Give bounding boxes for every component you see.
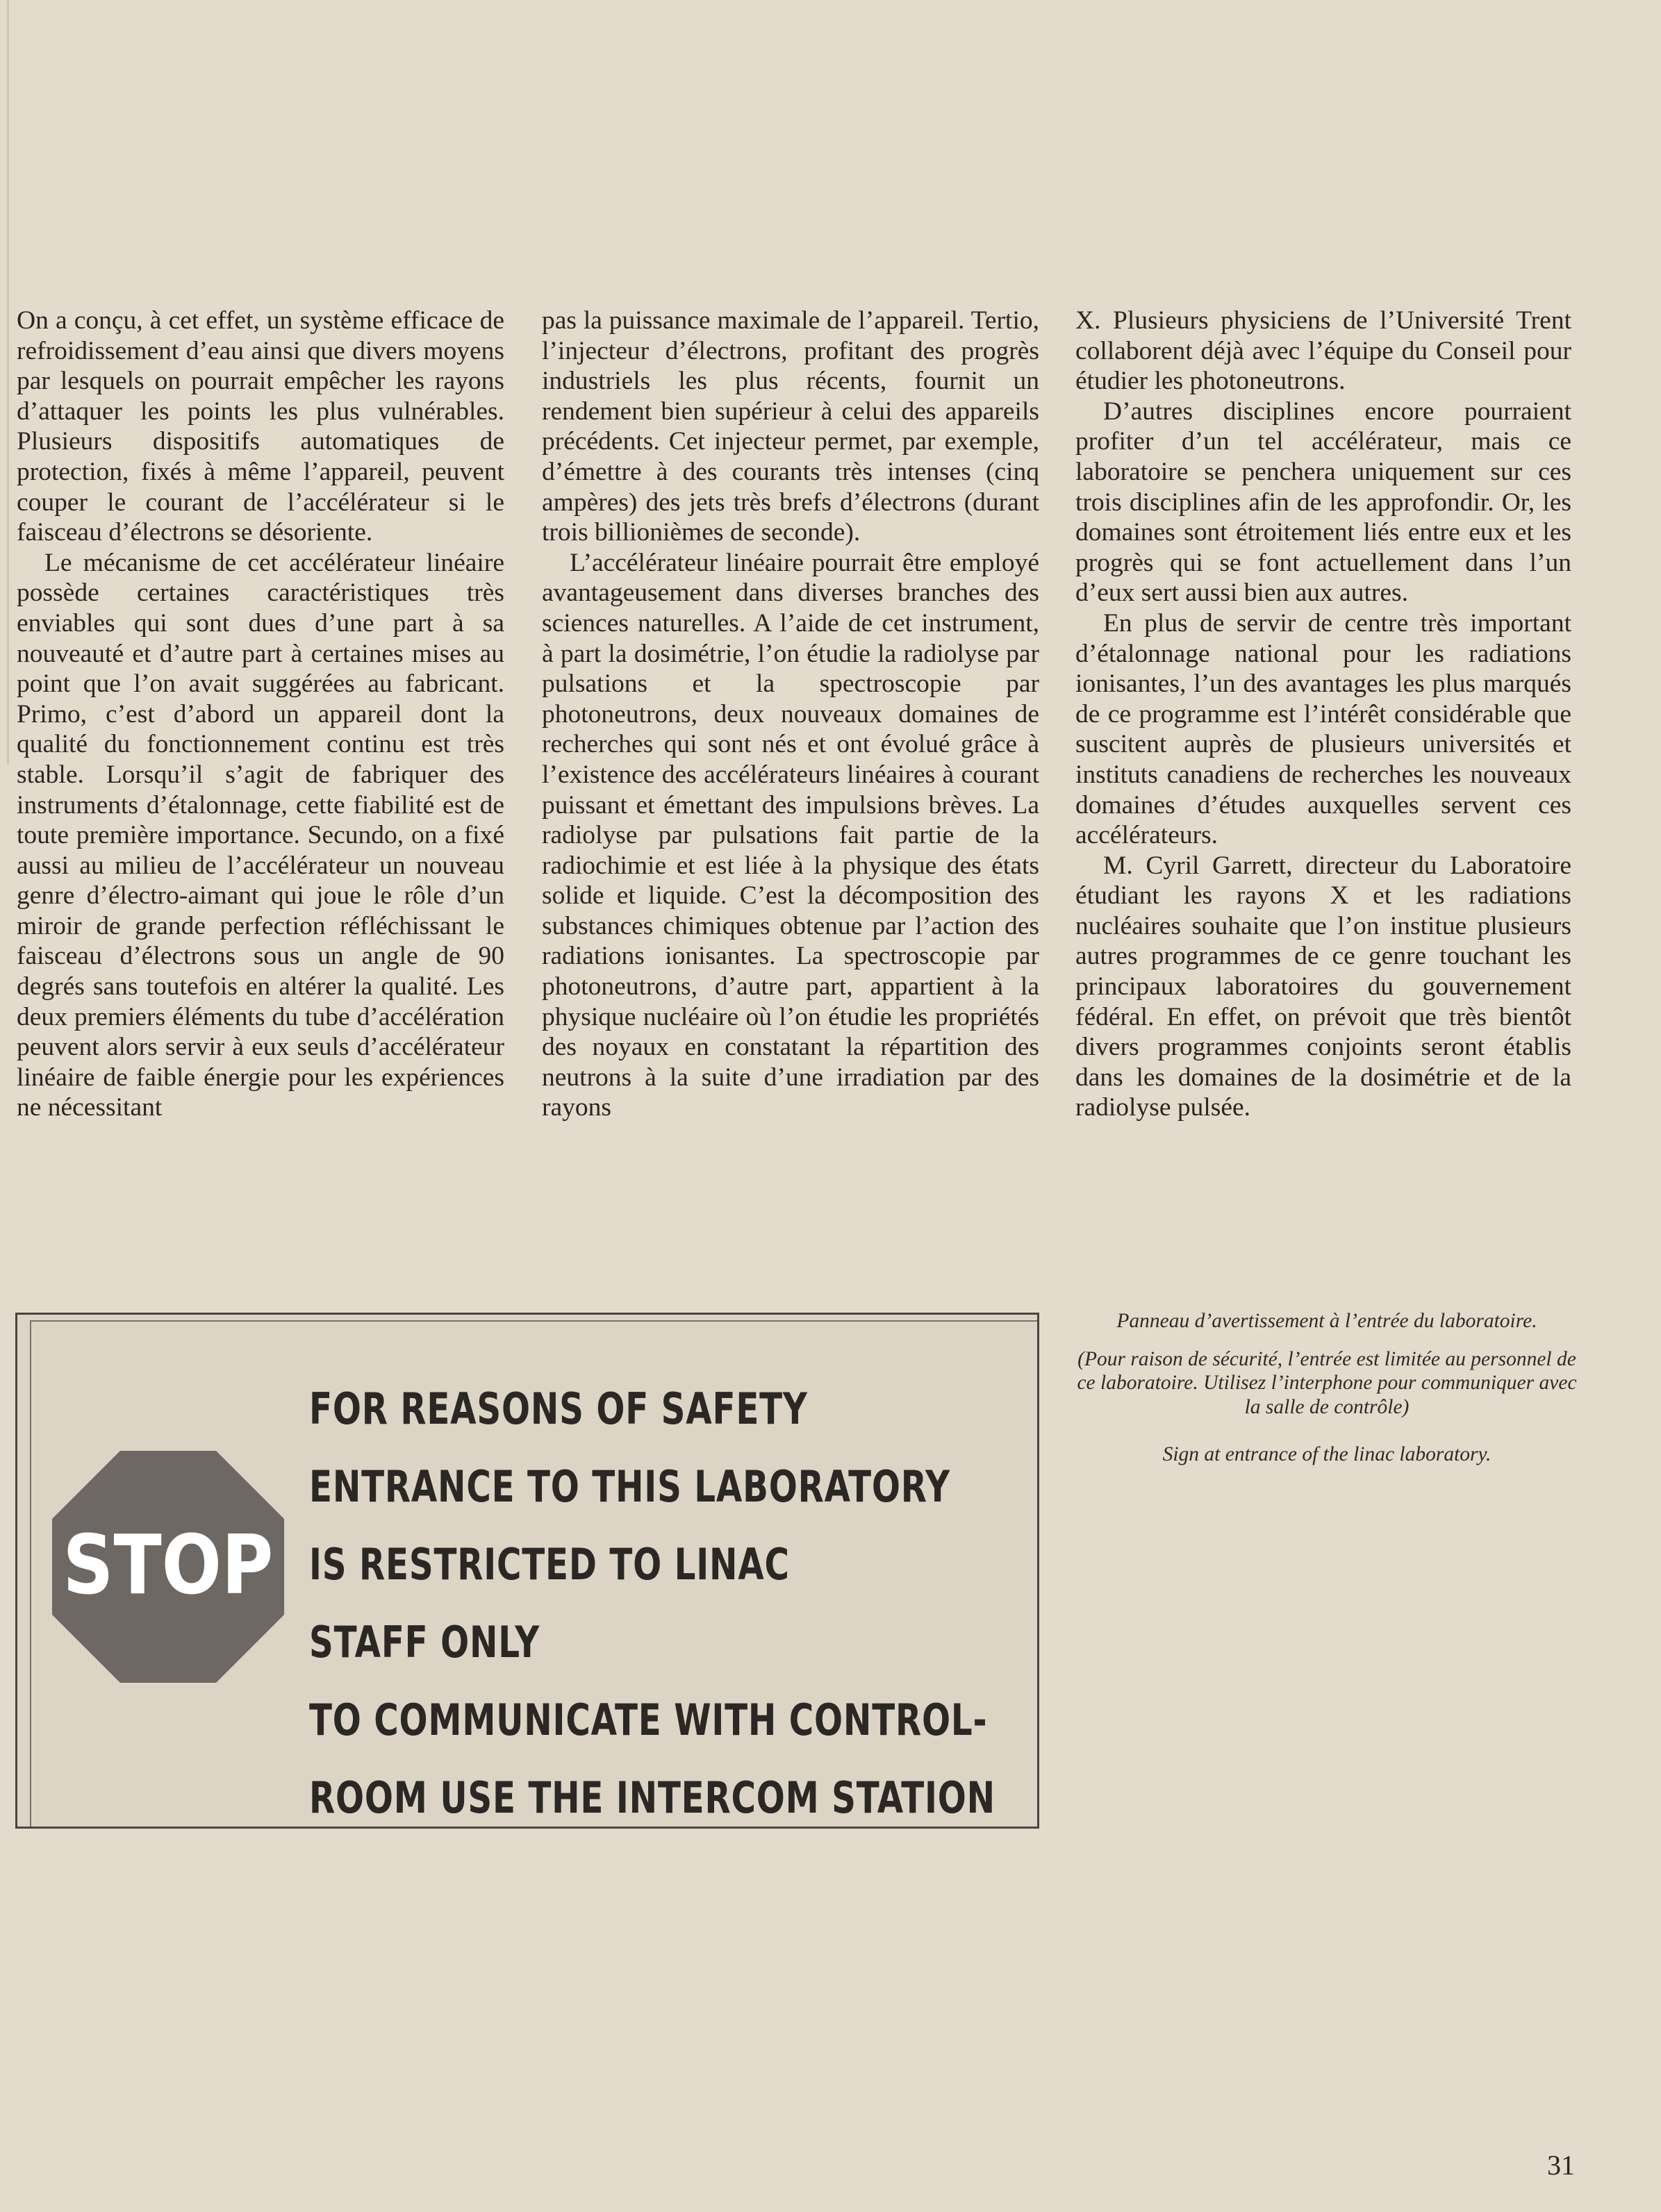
warning-sign-photo	[15, 1313, 1039, 1829]
sign-line: FOR REASONS OF SAFETY	[309, 1383, 808, 1434]
paragraph: On a conçu, à cet effet, un système efficace de refroidissement d’eau ainsi que divers moyens par lesquels on pourrait empêcher les rayons d’attaquer les points les plus vulnérables. Plusieurs dispositifs automatiques de protection, fixés à même l’appareil, peuvent couper le courant de l’accélérateur si le faisceau d’électrons se désoriente.	[17, 306, 504, 547]
paragraph: M. Cyril Garrett, directeur du Laboratoire étudiant les rayons X et les radiations nucléaires souhaite que l’on institue plusieurs autres programmes de ce genre touchant les principaux laboratoires du gouvernement fédéral. En effet, on prévoit que très bientôt divers programmes conjoints seront établis dans les domaines de la dosimétrie et de la radiolyse pulsée.	[1075, 851, 1571, 1122]
sign-line: STAFF ONLY	[309, 1617, 540, 1668]
paragraph: Le mécanisme de cet accélérateur linéaire possède certaines caractéristiques très enviables qui sont dues d’une part à sa nouveauté et d’autre part à certaines mises au point que l’on avait suggérées au fabricant. Primo, c’est d’abord un appareil dont la qualité du fonctionnement continu est très stable. Lorsqu’il s’agit de fabriquer des instruments d’étalonnage, cette fiabilité est de toute première importance. Secundo, on a fixé aussi au milieu de l’accélérateur un nouveau genre d’électro-aimant qui joue le rôle d’un miroir de grande perfection réfléchissant le faisceau d’électrons sous un angle de 90 degrés sans toutefois en altérer la qualité. Les deux premiers éléments du tube d’accélération peuvent alors servir à eux seuls d’accélérateur linéaire de faible énergie pour les expériences ne nécessitant	[17, 548, 504, 1122]
caption-french-title: Panneau d’avertissement à l’entrée du laboratoire.	[1116, 1310, 1537, 1332]
stop-label: STOP	[63, 1517, 274, 1613]
paragraph: D’autres disciplines encore pourraient profiter d’un tel accélérateur, mais ce laboratoire se penchera uniquement sur ces trois disciplines afin de les approfondir. Or, les domaines sont étroitement liés entre eux et les progrès qui se font actuellement dans l’un d’eux sert aussi bien aux autres.	[1075, 397, 1571, 608]
paragraph: L’accélérateur linéaire pourrait être employé avantageusement dans diverses branches des sciences naturelles. A l’aide de cet instrument, à part la dosimétrie, l’on étudie la radiolyse par pulsations et la spectroscopie par photoneutrons, deux nouveaux domaines de recherches qui sont nés et ont évolué grâce à l’existence des accélérateurs linéaires à courant puissant et émettant des impulsions brèves. La radiolyse par pulsations fait partie de la radiochimie et est liée à la physique des états solide et liquide. C’est la décomposition des substances chimiques obtenue par l’action des radiations ionisantes. La spectroscopie par photoneutrons, d’autre part, appartient à la physique nucléaire où l’on étudie les propriétés des noyaux en constatant la répartition des neutrons à la suite d’une irradiation par des rayons	[542, 548, 1039, 1122]
caption-french-translation: (Pour raison de sécurité, l’entrée est limitée au personnel de ce laboratoire. Utilisez l’interphone pour communiquer avec la salle de contrôle)	[1077, 1347, 1577, 1418]
text-column-3	[1075, 306, 1571, 1123]
sign-line: IS RESTRICTED TO LINAC	[309, 1539, 790, 1590]
paragraph: X. Plusieurs physiciens de l’Université Trent collaborent déjà avec l’équipe du Conseil pour étudier les photoneutrons.	[1075, 306, 1571, 396]
sign-line: ROOM USE THE INTERCOM STATION	[309, 1772, 995, 1823]
text-column-2	[542, 306, 1039, 1123]
text-column-1	[17, 306, 504, 1123]
paragraph: pas la puissance maximale de l’appareil. Tertio, l’injecteur d’électrons, profitant des progrès industriels les plus récents, fournit un rendement bien supérieur à celui des appareils précédents. Cet injecteur permet, par exemple, d’émettre à des courants très intenses (cinq ampères) des jets très brefs d’électrons (durant trois billionièmes de seconde).	[542, 306, 1039, 547]
stop-sign-icon	[52, 1451, 284, 1683]
sign-panel	[30, 1320, 1037, 1827]
sign-text	[309, 1370, 995, 1837]
caption-english: Sign at entrance of the linac laboratory.	[1162, 1443, 1491, 1465]
figure-caption	[1073, 1309, 1580, 1467]
sign-line: TO COMMUNICATE WITH CONTROL-	[309, 1695, 988, 1745]
sign-line: ENTRANCE TO THIS LABORATORY	[309, 1461, 950, 1512]
page-number: 31	[1547, 2149, 1575, 2181]
page-edge	[7, 0, 9, 764]
paragraph: En plus de servir de centre très important d’étalonnage national pour les radiations ionisantes, l’un des avantages les plus marqués de ce programme est l’intérêt considérable que suscitent auprès de plusieurs universités et instituts canadiens de recherches les nouveaux domaines d’études auxquelles servent ces accélérateurs.	[1075, 608, 1571, 850]
